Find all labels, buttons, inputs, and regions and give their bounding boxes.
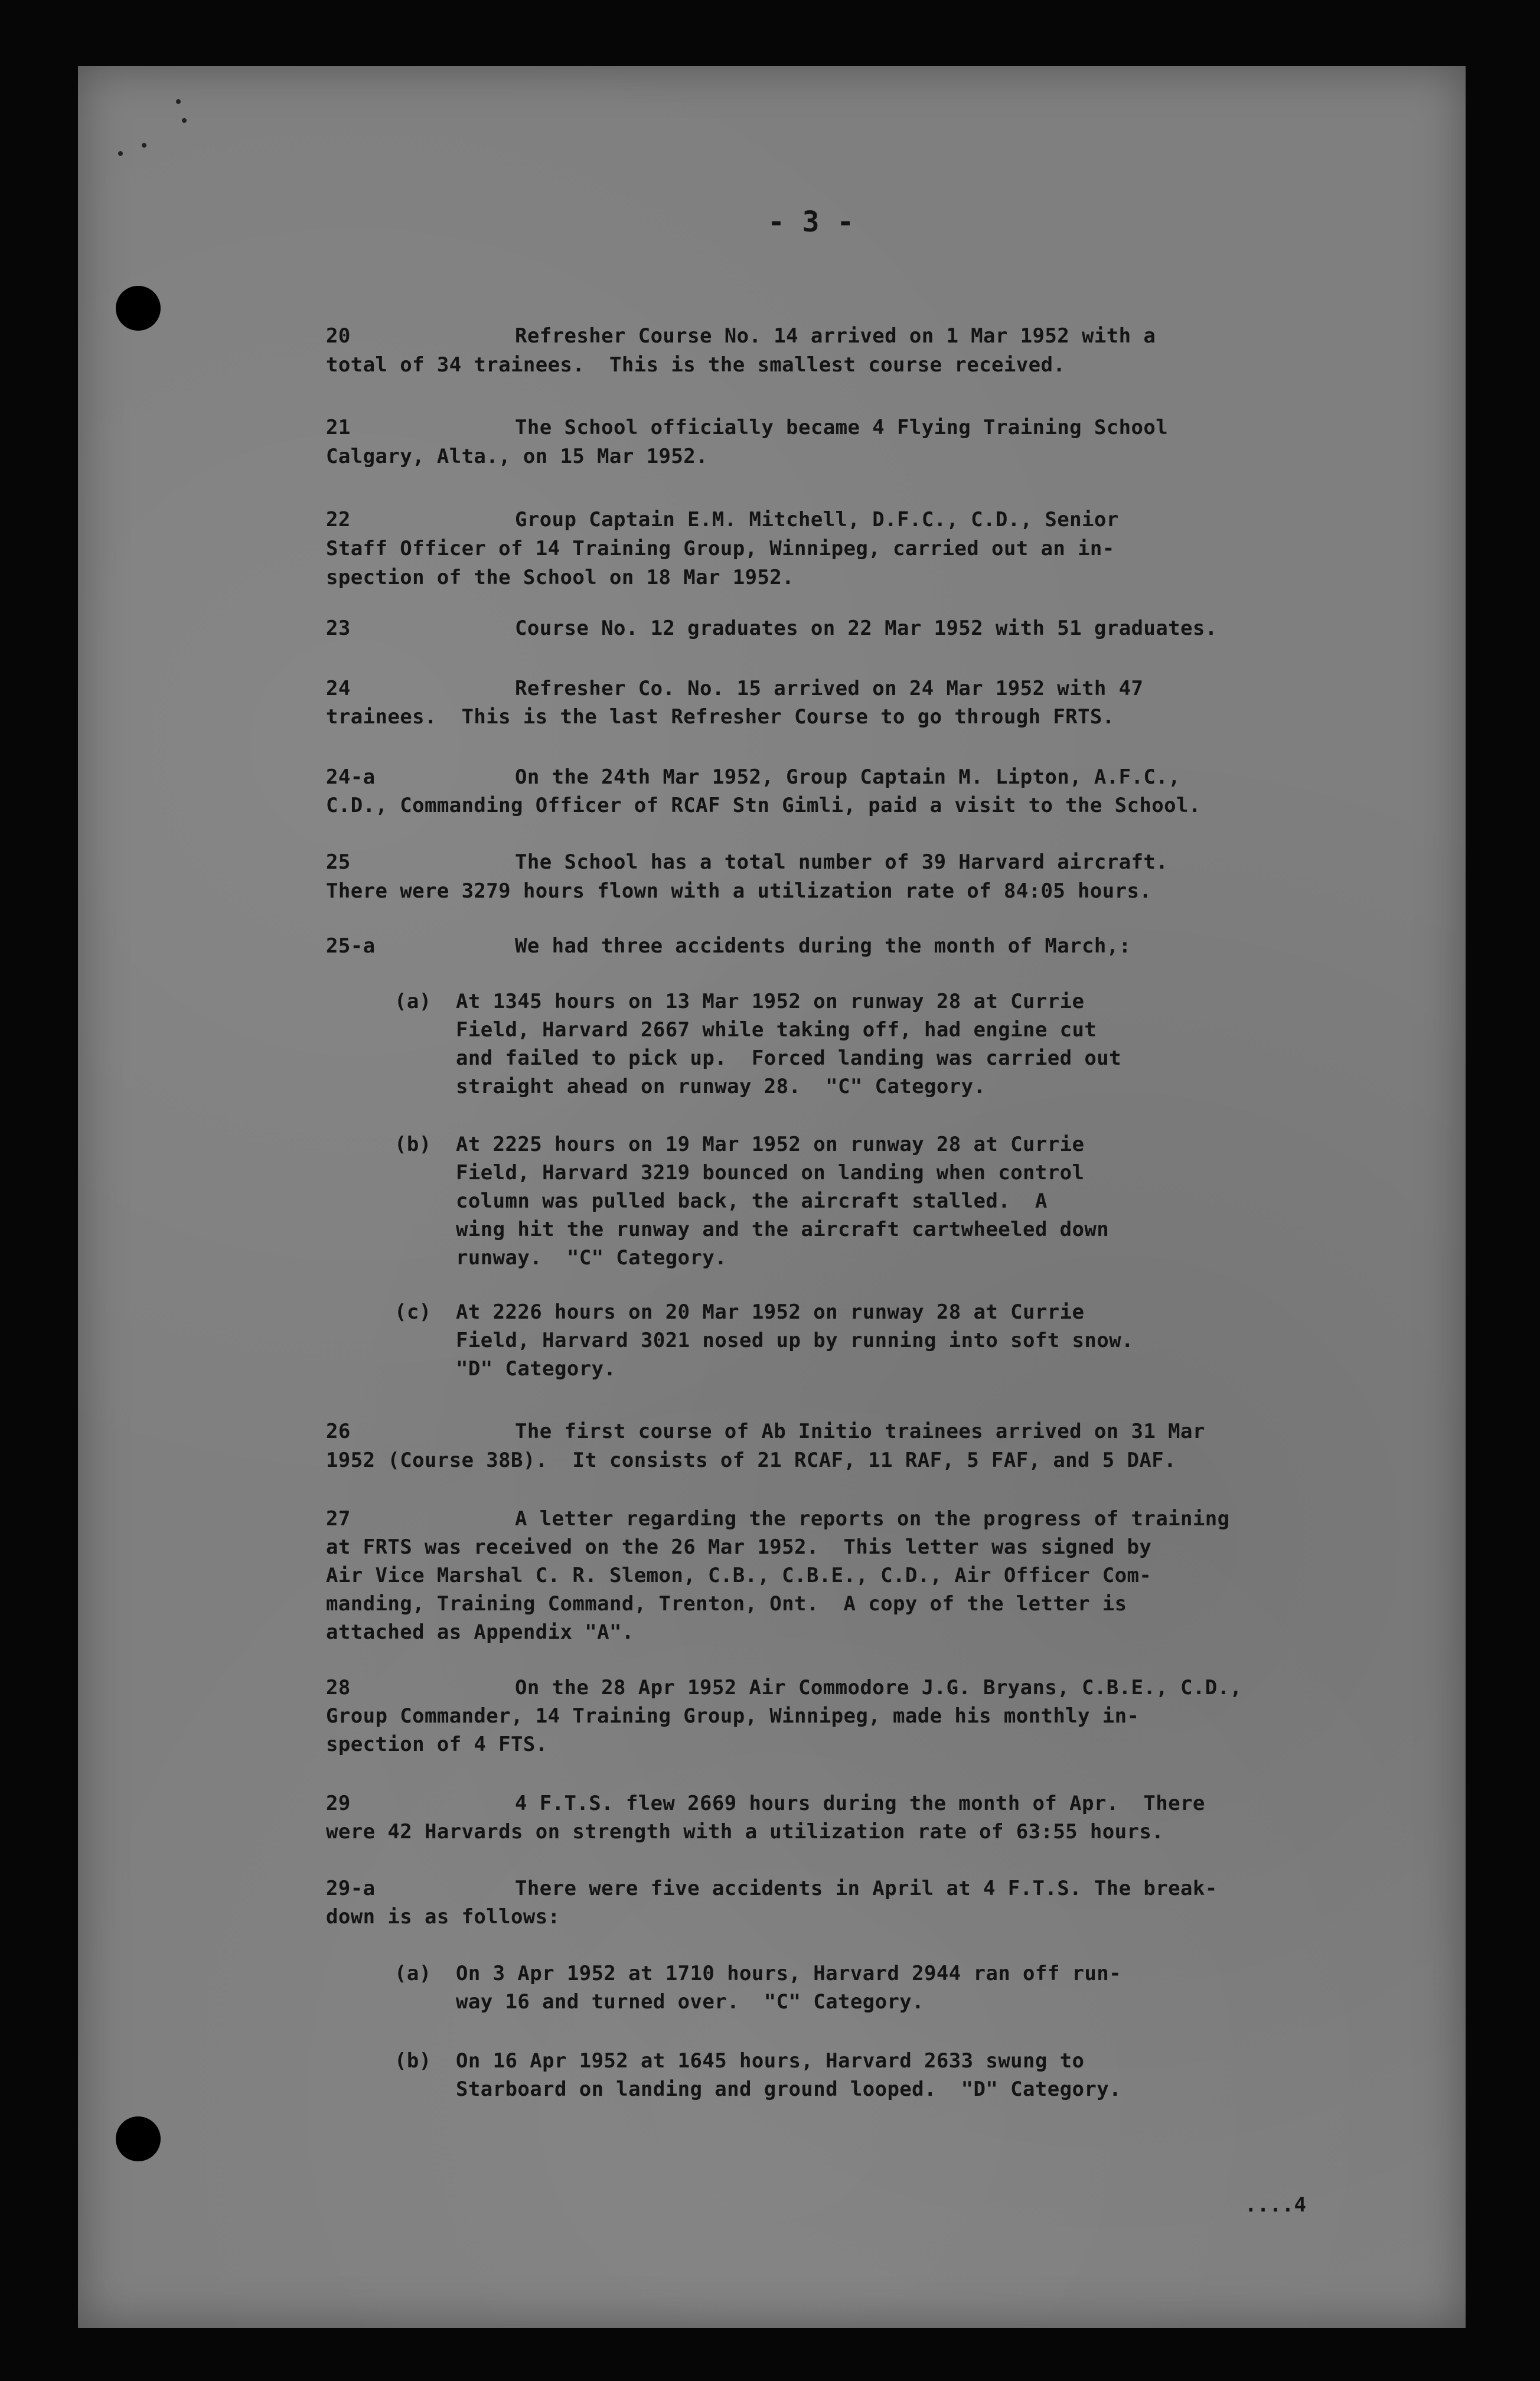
- paragraph-number: 25: [326, 850, 351, 874]
- paragraph-line: Staff Officer of 14 Training Group, Winnipeg, carried out an in-: [326, 537, 1115, 560]
- sub-item-label: (a): [394, 990, 432, 1013]
- sub-item-line: On 3 Apr 1952 at 1710 hours, Harvard 2944 ran off run-: [456, 1962, 1121, 1985]
- punch-hole-top: [116, 286, 161, 331]
- paragraph-line: 1952 (Course 38B). It consists of 21 RCAF, 11 RAF, 5 FAF, and 5 DAF.: [326, 1449, 1177, 1472]
- sub-item-label: (b): [394, 1133, 432, 1156]
- sub-item-line: runway. "C" Category.: [456, 1246, 727, 1270]
- paragraph-line: We had three accidents during the month of March,:: [515, 934, 1131, 958]
- paragraph-line: attached as Appendix "A".: [326, 1620, 634, 1644]
- paragraph-line: Course No. 12 graduates on 22 Mar 1952 with 51 graduates.: [515, 617, 1218, 640]
- paragraph-number: 29: [326, 1792, 351, 1815]
- paragraph-line: at FRTS was received on the 26 Mar 1952. This letter was signed by: [326, 1535, 1152, 1559]
- punch-hole-bottom: [116, 2116, 161, 2161]
- sub-item-line: and failed to pick up. Forced landing was carried out: [456, 1046, 1121, 1070]
- paragraph-line: The School officially became 4 Flying Training School: [515, 416, 1169, 439]
- page-number: - 3 -: [768, 206, 854, 239]
- paragraph-number: 24-a: [326, 765, 376, 789]
- paragraph-number: 28: [326, 1676, 351, 1700]
- sub-item-label: (b): [394, 2049, 432, 2073]
- paragraph-line: trainees. This is the last Refresher Course to go through FRTS.: [326, 705, 1115, 729]
- paragraph-number: 20: [326, 324, 351, 348]
- paragraph-number: 27: [326, 1507, 351, 1531]
- paragraph-line: A letter regarding the reports on the progress of training: [515, 1507, 1230, 1531]
- sub-item-line: Field, Harvard 3219 bounced on landing when control: [456, 1161, 1085, 1185]
- paragraph-line: Group Commander, 14 Training Group, Winnipeg, made his monthly in-: [326, 1704, 1140, 1728]
- paragraph-line: The School has a total number of 39 Harvard aircraft.: [515, 850, 1169, 874]
- paragraph-line: There were five accidents in April at 4 F.T.S. The break-: [515, 1877, 1218, 1900]
- film-specks: [106, 94, 224, 165]
- sub-item-line: straight ahead on runway 28. "C" Category.: [456, 1075, 986, 1098]
- sub-item-line: Field, Harvard 3021 nosed up by running into soft snow.: [456, 1329, 1134, 1352]
- paragraph-line: Air Vice Marshal C. R. Slemon, C.B., C.B.E., C.D., Air Officer Com-: [326, 1564, 1152, 1587]
- paragraph-line: Calgary, Alta., on 15 Mar 1952.: [326, 445, 708, 468]
- sub-item-line: At 2225 hours on 19 Mar 1952 on runway 28 at Currie: [456, 1133, 1085, 1156]
- sub-item-label: (a): [394, 1962, 432, 1985]
- sub-item-line: wing hit the runway and the aircraft cartwheeled down: [456, 1218, 1110, 1241]
- paragraph-number: 22: [326, 508, 351, 531]
- paragraph-line: were 42 Harvards on strength with a utilization rate of 63:55 hours.: [326, 1820, 1164, 1844]
- paragraph-number: 29-a: [326, 1877, 376, 1900]
- sub-item-line: On 16 Apr 1952 at 1645 hours, Harvard 2633 swung to: [456, 2049, 1085, 2073]
- paragraph-line: On the 24th Mar 1952, Group Captain M. Lipton, A.F.C.,: [515, 765, 1180, 789]
- sub-item-line: Field, Harvard 2667 while taking off, had engine cut: [456, 1018, 1097, 1042]
- paragraph-number: 23: [326, 617, 351, 640]
- paragraph-number: 21: [326, 416, 351, 439]
- sub-item-line: At 2226 hours on 20 Mar 1952 on runway 28 at Currie: [456, 1300, 1085, 1324]
- paragraph-line: Group Captain E.M. Mitchell, D.F.C., C.D., Senior: [515, 508, 1119, 531]
- sub-item-line: At 1345 hours on 13 Mar 1952 on runway 28 at Currie: [456, 990, 1085, 1013]
- paragraph-line: total of 34 trainees. This is the smallest course received.: [326, 353, 1066, 377]
- paragraph-number: 26: [326, 1420, 351, 1443]
- paragraph-number: 24: [326, 677, 351, 700]
- paragraph-line: Refresher Course No. 14 arrived on 1 Mar 1952 with a: [515, 324, 1156, 348]
- paragraph-line: There were 3279 hours flown with a utilization rate of 84:05 hours.: [326, 879, 1152, 903]
- sub-item-line: Starboard on landing and ground looped. "D" Category.: [456, 2077, 1121, 2101]
- sub-item-line: column was pulled back, the aircraft stalled. A: [456, 1189, 1048, 1213]
- paragraph-line: spection of 4 FTS.: [326, 1733, 548, 1756]
- continued-marker: ....4: [1245, 2193, 1307, 2217]
- paragraph-line: The first course of Ab Initio trainees arrived on 31 Mar: [515, 1420, 1205, 1443]
- paragraph-line: C.D., Commanding Officer of RCAF Stn Gimli, paid a visit to the School.: [326, 794, 1201, 817]
- paragraph-number: 25-a: [326, 934, 376, 958]
- paragraph-line: manding, Training Command, Trenton, Ont. A copy of the letter is: [326, 1592, 1127, 1616]
- paragraph-line: down is as follows:: [326, 1905, 560, 1929]
- paragraph-line: On the 28 Apr 1952 Air Commodore J.G. Bryans, C.B.E., C.D.,: [515, 1676, 1242, 1700]
- sub-item-label: (c): [394, 1300, 432, 1324]
- paragraph-line: Refresher Co. No. 15 arrived on 24 Mar 1952 with 47: [515, 677, 1144, 700]
- paragraph-line: 4 F.T.S. flew 2669 hours during the month of Apr. There: [515, 1792, 1205, 1815]
- paragraph-line: spection of the School on 18 Mar 1952.: [326, 566, 795, 589]
- sub-item-line: "D" Category.: [456, 1357, 616, 1381]
- sub-item-line: way 16 and turned over. "C" Category.: [456, 1990, 925, 2014]
